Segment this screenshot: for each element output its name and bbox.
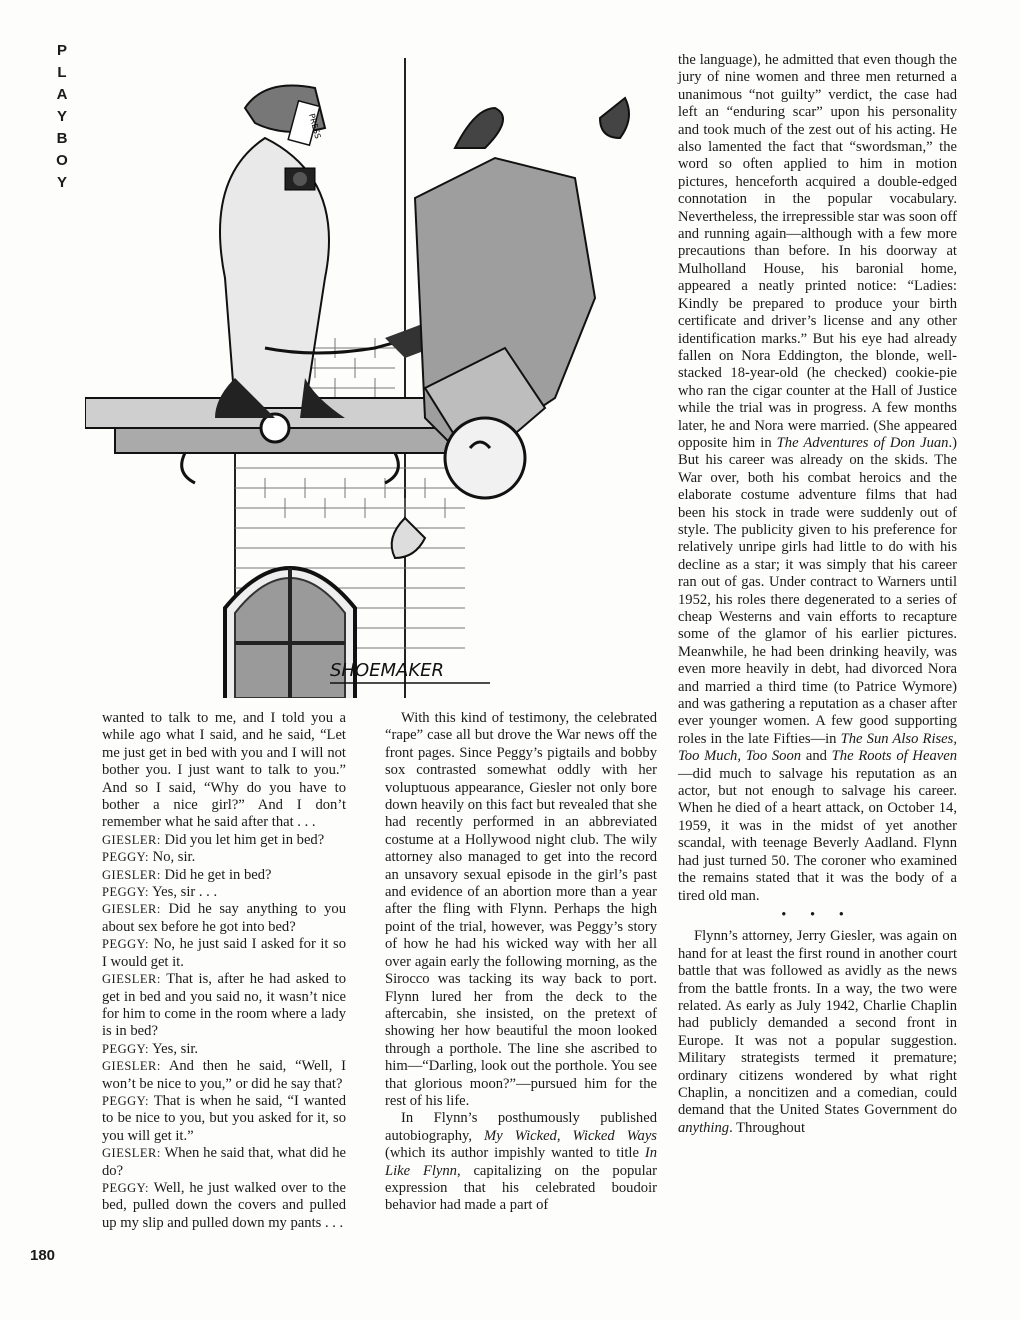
- text-column-1: [102, 710, 346, 1232]
- testimony-line: [102, 884, 346, 901]
- testimony-line: [102, 971, 346, 1041]
- artist-signature: SHOEMAKER: [330, 660, 445, 681]
- masthead-letter: P: [56, 42, 67, 59]
- text-run: —did much to salvage his reputation as an actor, but not enough to salvage his career. When he died of a heart attack, on October 14, 1959, it was in the midst of yet another scandal, with teenage Beverly Aadland. Flynn had just turned 50. The coroner who examined the remains stated that it was the body of a tired old man.: [678, 765, 957, 904]
- paragraph: [385, 1110, 657, 1214]
- text-run: , capitalizing on the popular expression that his celebrated boudoir behavior had made a part of: [385, 1162, 657, 1214]
- testimony-line: [102, 867, 346, 884]
- masthead-letter: A: [56, 86, 68, 103]
- text-column-2: [385, 710, 657, 1215]
- speaker-label: PEGGY:: [102, 1041, 149, 1056]
- text-run: the language), he admitted that even though the jury of nine women and three men returned a unanimous “not guilty” verdict, the case had left an “enduring scar” upon his personality and took much of the zest out of his acting. He also lamented the fact that “swordsman,” the word so often applied to him in motion pictures, henceforth acquired a double-edged connotation in the popular vocabulary. Nevertheless, the irrepressible star was soon off and running again—although with a few more precautions than before. In his doorway at Mulholland House, his baronial home, appeared a neatly printed notice: “Ladies: Kindly be prepared to produce your birth certificate and driver’s license and any other identification marks.” But his eye had already fallen on Nora Eddington, the blonde, well-stacked 18-year-old (he checked) cookie-pie who ran the cigar counter at the Hall of Justice while the trial was in progress. A few months later, he and Nora were married. (She appeared opposite him in: [678, 52, 957, 451]
- speaker-label: GIESLER:: [102, 902, 161, 917]
- testimony-line: [102, 936, 346, 971]
- section-separator: • • •: [781, 906, 854, 923]
- testimony-line: [102, 832, 346, 849]
- text-run: (which its author impishly wanted to title: [385, 1145, 645, 1162]
- masthead-letter: Y: [56, 174, 67, 191]
- text-column-3: [678, 52, 957, 1137]
- text-run: .) But his career was already on the skids. The War over, both his combat heroics and the elaborate costume adventure films that had been his stock in trade were suddenly out of style. The publicity given to his preference for relatively unripe girls had little to do with his decline as a star; it was simply that his career ran out of gas. Under contract to Warners until 1952, his roles there degenerated to a series of cheap Westerns and vain efforts to recapture some of the glamor of his earlier pictures. Meanwhile, he had been drinking heavily, was even more heavily in debt, had divorced Nora and married a third time (to Patrice Wymore) and was gathering a reputation as a chaser after ever younger women. A few good supporting roles in the late Fifties—in: [678, 434, 957, 747]
- masthead-letter: L: [57, 64, 67, 81]
- masthead-letter: Y: [56, 108, 67, 125]
- film-title: The Adventures of Don Juan: [776, 434, 949, 451]
- film-title: The Sun Also Rises, Too Much, Too Soon: [678, 730, 957, 765]
- testimony-text: When he said that, what did he do?: [102, 1145, 346, 1179]
- testimony-line: [102, 1180, 346, 1232]
- testimony-line: [102, 1041, 346, 1058]
- testimony-text: And then he said, “Well, I won’t be nice to you,” or did he say that?: [102, 1058, 347, 1092]
- press-card-text: PRESS: [307, 112, 323, 140]
- cartoon-illustration: [85, 48, 665, 698]
- testimony-line: [102, 849, 346, 866]
- speaker-label: GIESLER:: [102, 972, 161, 987]
- testimony-text: No, he just said I asked for it so I would get it.: [102, 936, 347, 970]
- text-run: Flynn’s attorney, Jerry Giesler, was again on hand for at least the first round in another court battle that was followed as avidly as the news from the battle fronts. In a way, the two were related. As early as July 1942, Charlie Chaplin had publicly demanded a second front in Europe. It was not a popular suggestion. Military strategists termed it premature; ordinary citizens wondered by what right Chaplin, a noncitizen and a comedian, could demand that the United States Government do: [678, 928, 957, 1119]
- paragraph: [678, 52, 957, 905]
- speaker-label: PEGGY:: [102, 1093, 149, 1108]
- speaker-label: PEGGY:: [102, 850, 149, 865]
- testimony-text: Did you let him get in bed?: [164, 831, 325, 848]
- speaker-label: PEGGY:: [102, 937, 149, 952]
- paragraph: With this kind of testimony, the celebrated “rape” case all but drove the War news off the front pages. Since Peggy’s pigtails and bobby sox contrasted somewhat oddly with her voluptuous appearance, Giesler not only bore down heavily on this fact but revealed that she had recently performed in an abbreviated costume at a Hollywood night club. The wily attorney also managed to get into the record an unsavory sexual episode in the girl’s past and evidence of an abortion more than a year after the fling with Flynn. Perhaps the high point of the trial, however, was Peggy’s story of how he had his wicked way with her all over again early the following morning, as the Sirocco was tacking its way back to port. Flynn lured her from the deck to the aftercabin, she insisted, on the pretext of showing her how beautiful the moon looked through a porthole. The line she ascribed to him—“Darling, look out the porthole. You see that glorious moon?”—pursued him for the rest of his life.: [385, 710, 657, 1109]
- film-title: The Roots of Heaven: [831, 748, 957, 765]
- speaker-label: GIESLER:: [102, 1059, 161, 1074]
- speaker-label: PEGGY:: [102, 1180, 149, 1195]
- book-title: My Wicked, Wicked Ways: [484, 1127, 657, 1144]
- speaker-label: PEGGY:: [102, 885, 149, 900]
- page-number: 180: [30, 1247, 56, 1264]
- testimony-text: Well, he just walked over to the bed, pulled down the covers and pulled up my slip and pulled down my pants . . .: [102, 1179, 346, 1231]
- text-run: and: [801, 748, 832, 765]
- testimony-text: Yes, sir . . .: [152, 884, 218, 901]
- testimony-text: Did he get in bed?: [164, 866, 272, 883]
- emphasis: anything: [678, 1119, 730, 1136]
- testimony-text: Yes, sir.: [152, 1040, 199, 1057]
- testimony-line: [102, 1145, 346, 1180]
- speaker-label: GIESLER:: [102, 832, 161, 847]
- testimony-line: [102, 901, 346, 936]
- testimony-line: [102, 1058, 346, 1093]
- masthead-letter: O: [56, 152, 68, 169]
- testimony-text: No, sir.: [152, 849, 196, 866]
- speaker-label: GIESLER:: [102, 867, 161, 882]
- testimony-text: Did he say anything to you about sex before he got into bed?: [102, 901, 346, 935]
- masthead-letter: B: [56, 130, 68, 147]
- text-run: In Flynn’s posthumously published autobiography,: [385, 1110, 657, 1144]
- paragraph-text: wanted to talk to me, and I told you a while ago what I said, and he said, “Let me just get in bed with you and I will not bother you. I just want to talk to you.” And so I said, “Why do you have to bother a nice girl?” And I don’t remember what he said after that . . .: [102, 710, 346, 831]
- magazine-masthead: [50, 40, 74, 194]
- paragraph: [678, 928, 957, 1137]
- text-run: . Throughout: [729, 1119, 806, 1136]
- testimony-text: That is when he said, “I wanted to be nice to you, but you asked for it, so you will get it.”: [102, 1092, 346, 1144]
- speaker-label: GIESLER:: [102, 1146, 161, 1161]
- testimony-text: That is, after he had asked to get in bed and you said no, it wasn’t nice for him to come in the room where a lady is in bed?: [102, 971, 346, 1040]
- paragraph: [102, 710, 346, 832]
- book-title: In Like Flynn: [385, 1145, 657, 1179]
- testimony-line: [102, 1093, 346, 1145]
